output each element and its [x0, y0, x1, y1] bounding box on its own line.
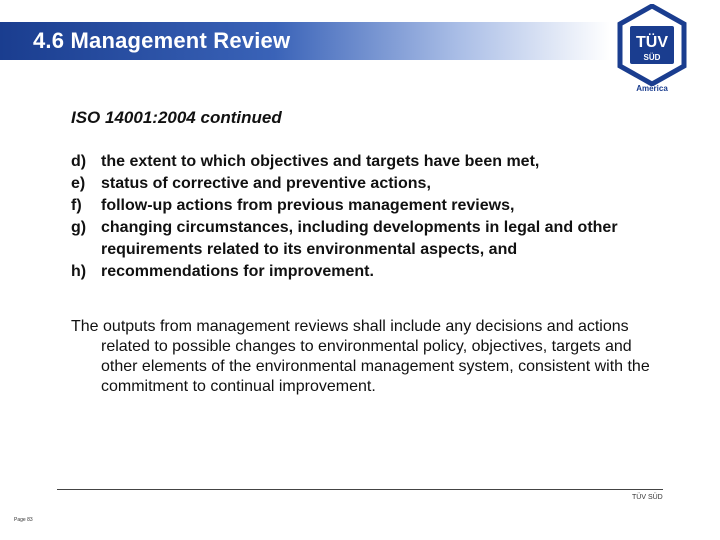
footer-divider: [57, 489, 663, 490]
list-item-letter: f): [71, 197, 82, 214]
list-item: [71, 151, 671, 173]
tuv-sud-logo-icon: [616, 4, 688, 86]
page-number: Page 83: [14, 517, 33, 523]
outputs-paragraph: The outputs from management reviews shall include any decisions and actions related to possible changes to environmental policy, objectives, targets and other elements of the environmental management system, consistent with the commitment to continual improvement.: [71, 318, 650, 395]
list-item: [71, 195, 671, 217]
logo-mark-text: TÜV: [636, 34, 668, 51]
logo-region-label: America: [636, 84, 668, 93]
list-item-text: recommendations for improvement.: [101, 263, 374, 280]
requirements-list: [71, 151, 671, 283]
list-item-text: changing circumstances, including developments in legal and other requirements related to its environmental aspects, and: [101, 219, 618, 258]
list-item: [71, 261, 671, 283]
logo-sub-text: SÜD: [643, 53, 661, 62]
footer-brand: TÜV SÜD: [632, 494, 663, 501]
list-item-letter: h): [71, 263, 87, 280]
list-item-text: the extent to which objectives and targets have been met,: [101, 153, 540, 170]
slide-title: 4.6 Management Review: [33, 28, 291, 53]
section-subtitle: ISO 14001:2004 continued: [71, 108, 282, 127]
list-item-text: follow-up actions from previous management reviews,: [101, 197, 515, 214]
list-item: [71, 173, 671, 195]
list-item-letter: d): [71, 153, 87, 170]
list-item-text: status of corrective and preventive actions,: [101, 175, 431, 192]
list-item: [71, 217, 671, 261]
list-item-letter: e): [71, 175, 86, 192]
list-item-letter: g): [71, 219, 87, 236]
